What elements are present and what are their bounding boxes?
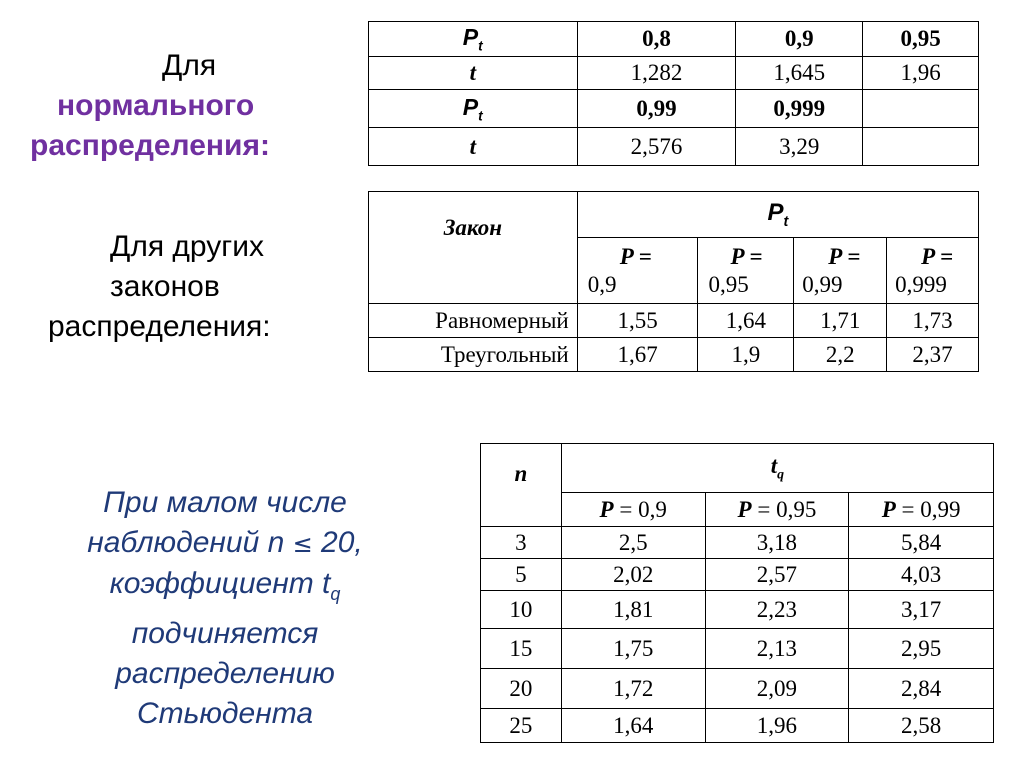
table-cell: 2,37	[887, 338, 979, 372]
table-row	[369, 128, 979, 166]
table-cell: 0,95	[863, 22, 979, 57]
law-header-cell: Закон	[369, 192, 578, 304]
table-cell: 1,645	[736, 57, 863, 90]
student-table	[480, 443, 994, 743]
table-row	[369, 90, 979, 128]
table-cell: 1,73	[887, 304, 979, 338]
table-cell: 2,09	[705, 669, 849, 709]
table-row	[481, 669, 994, 709]
normal-distribution-table	[368, 21, 979, 166]
table-row	[369, 22, 979, 57]
normal-distribution-label	[30, 46, 350, 166]
n-cell: 5	[481, 559, 562, 591]
table-cell: 0,9	[736, 22, 863, 57]
table-cell: 1,71	[794, 304, 887, 338]
table-cell: 2,13	[705, 629, 849, 669]
table-cell: 1,9	[698, 338, 794, 372]
table-cell: 1,282	[577, 57, 736, 90]
table-row	[481, 629, 994, 669]
table-row	[481, 709, 994, 743]
p-header-cell: P = 0,9	[577, 238, 698, 304]
table-cell: 1,72	[561, 669, 705, 709]
normal-line3: распределения:	[30, 129, 270, 162]
table-cell: 1,96	[863, 57, 979, 90]
n-cell: 25	[481, 709, 562, 743]
student-line1: При малом числе	[103, 486, 347, 519]
table-row	[481, 444, 994, 493]
n-cell: 15	[481, 629, 562, 669]
pt-header-cell: $P_t$	[369, 90, 578, 128]
other-line2: законов	[110, 270, 220, 303]
tq-header-cell: $t_q$	[561, 444, 993, 493]
n-cell: 10	[481, 591, 562, 629]
table-cell: 1,64	[561, 709, 705, 743]
student-line2: наблюдений n ≤ 20,	[87, 526, 363, 559]
p-header-cell: P = 0,999	[887, 238, 979, 304]
table-row	[481, 559, 994, 591]
table-row	[369, 192, 979, 238]
table-cell: 1,75	[561, 629, 705, 669]
table-row	[369, 57, 979, 90]
table-cell: 2,576	[577, 128, 736, 166]
table-cell: 5,84	[849, 527, 994, 559]
table-row	[481, 527, 994, 559]
table-cell: 2,58	[849, 709, 994, 743]
t-header-cell: t	[369, 57, 578, 90]
table-cell: 0,999	[736, 90, 863, 128]
table-cell: 4,03	[849, 559, 994, 591]
law-cell: Треугольный	[369, 338, 578, 372]
table-cell: 0,99	[577, 90, 736, 128]
n-cell: 20	[481, 669, 562, 709]
table-cell: 3,29	[736, 128, 863, 166]
normal-line1: Для	[162, 49, 217, 82]
other-line1: Для других	[110, 230, 264, 263]
pt-header-cell: $P_t$	[369, 22, 578, 57]
other-line3: распределения:	[48, 310, 271, 343]
table-cell: 2,95	[849, 629, 994, 669]
p-header-cell: P = 0,99	[794, 238, 887, 304]
student-note	[40, 483, 410, 734]
p-header-cell: P = 0,95	[705, 493, 849, 527]
t-header-cell: t	[369, 128, 578, 166]
p-header-cell: P = 0,9	[561, 493, 705, 527]
normal-line2: нормального	[57, 89, 255, 122]
p-header-cell: P = 0,99	[849, 493, 994, 527]
table-cell: 2,57	[705, 559, 849, 591]
table-cell: 2,84	[849, 669, 994, 709]
table-cell: 2,5	[561, 527, 705, 559]
table-cell	[863, 90, 979, 128]
table-row	[481, 591, 994, 629]
table-cell: 1,96	[705, 709, 849, 743]
table-cell: 1,67	[577, 338, 698, 372]
table-cell: 3,18	[705, 527, 849, 559]
other-laws-label	[48, 227, 348, 347]
table-row	[369, 304, 979, 338]
table-cell: 1,64	[698, 304, 794, 338]
table-cell: 0,8	[577, 22, 736, 57]
student-line3: коэффициент $t_q$	[109, 567, 341, 604]
student-line4: подчиняется	[131, 617, 319, 650]
n-cell: 3	[481, 527, 562, 559]
table-cell: 2,02	[561, 559, 705, 591]
student-line5: распределению	[115, 657, 335, 690]
other-laws-table	[368, 191, 979, 372]
table-cell: 2,2	[794, 338, 887, 372]
law-cell: Равномерный	[369, 304, 578, 338]
table-cell: 1,81	[561, 591, 705, 629]
table-cell: 1,55	[577, 304, 698, 338]
table-cell: 3,17	[849, 591, 994, 629]
student-line6: Стьюдента	[136, 697, 314, 730]
table-cell	[863, 128, 979, 166]
pt-header-cell: $P_t$	[577, 192, 978, 238]
p-header-cell: P = 0,95	[698, 238, 794, 304]
table-row	[369, 338, 979, 372]
n-header-cell: n	[481, 444, 562, 527]
table-cell: 2,23	[705, 591, 849, 629]
